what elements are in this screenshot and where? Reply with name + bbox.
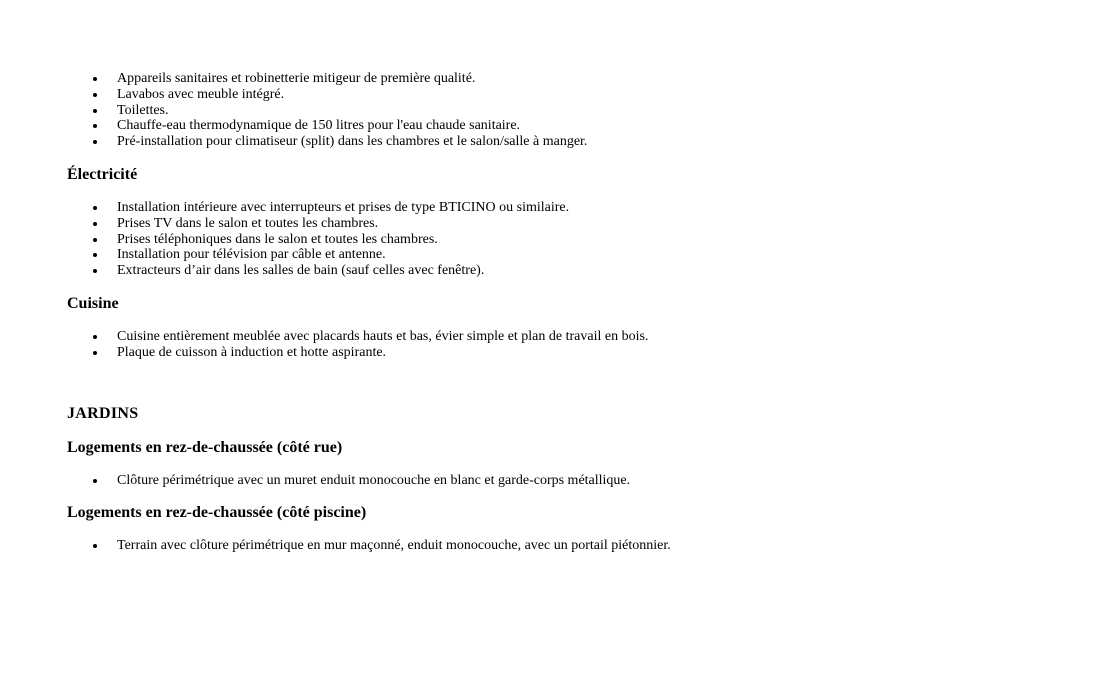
bullet-icon	[93, 253, 97, 257]
cuisine-heading: Cuisine	[67, 294, 119, 312]
bullet-icon	[93, 544, 97, 548]
bullet-icon	[93, 335, 97, 339]
list-item: Clôture périmétrique avec un muret enduit monocouche en blanc et garde-corps métallique.	[93, 473, 1067, 489]
bullet-icon	[93, 109, 97, 113]
list-item: Installation intérieure avec interrupteurs et prises de type BTICINO ou similaire.	[93, 200, 1067, 216]
list-item: Cuisine entièrement meublée avec placards hauts et bas, évier simple et plan de travail en bois.	[93, 329, 1067, 345]
bullet-icon	[93, 479, 97, 483]
bullet-icon	[93, 77, 97, 81]
bullet-icon	[93, 140, 97, 144]
rue-heading: Logements en rez-de-chaussée (côté rue)	[67, 438, 343, 456]
electricite-heading: Électricité	[67, 165, 138, 183]
list-item: Toilettes.	[93, 103, 1067, 119]
document-page	[67, 71, 1067, 554]
bullet-icon	[93, 238, 97, 242]
list-item: Pré-installation pour climatiseur (split) dans les chambres et le salon/salle à manger.	[93, 134, 1067, 150]
list-item: Plaque de cuisson à induction et hotte aspirante.	[93, 345, 1067, 361]
list-item: Installation pour télévision par câble et antenne.	[93, 247, 1067, 263]
bullet-icon	[93, 269, 97, 273]
rue-list	[67, 473, 1067, 489]
bullet-icon	[93, 222, 97, 226]
jardins-heading: JARDINS	[67, 404, 139, 422]
sanitaires-list	[67, 71, 1067, 150]
piscine-list	[67, 538, 1067, 554]
bullet-icon	[93, 351, 97, 355]
list-item: Prises TV dans le salon et toutes les chambres.	[93, 216, 1067, 232]
piscine-heading: Logements en rez-de-chaussée (côté piscine)	[67, 504, 367, 522]
bullet-icon	[93, 206, 97, 210]
list-item: Lavabos avec meuble intégré.	[93, 87, 1067, 103]
electricite-list	[67, 200, 1067, 279]
list-item: Chauffe-eau thermodynamique de 150 litres pour l'eau chaude sanitaire.	[93, 118, 1067, 134]
list-item: Terrain avec clôture périmétrique en mur maçonné, enduit monocouche, avec un portail piétonnier.	[93, 538, 1067, 554]
bullet-icon	[93, 124, 97, 128]
list-item: Extracteurs d’air dans les salles de bain (sauf celles avec fenêtre).	[93, 263, 1067, 279]
list-item: Appareils sanitaires et robinetterie mitigeur de première qualité.	[93, 71, 1067, 87]
bullet-icon	[93, 93, 97, 97]
cuisine-list	[67, 329, 1067, 361]
list-item: Prises téléphoniques dans le salon et toutes les chambres.	[93, 232, 1067, 248]
